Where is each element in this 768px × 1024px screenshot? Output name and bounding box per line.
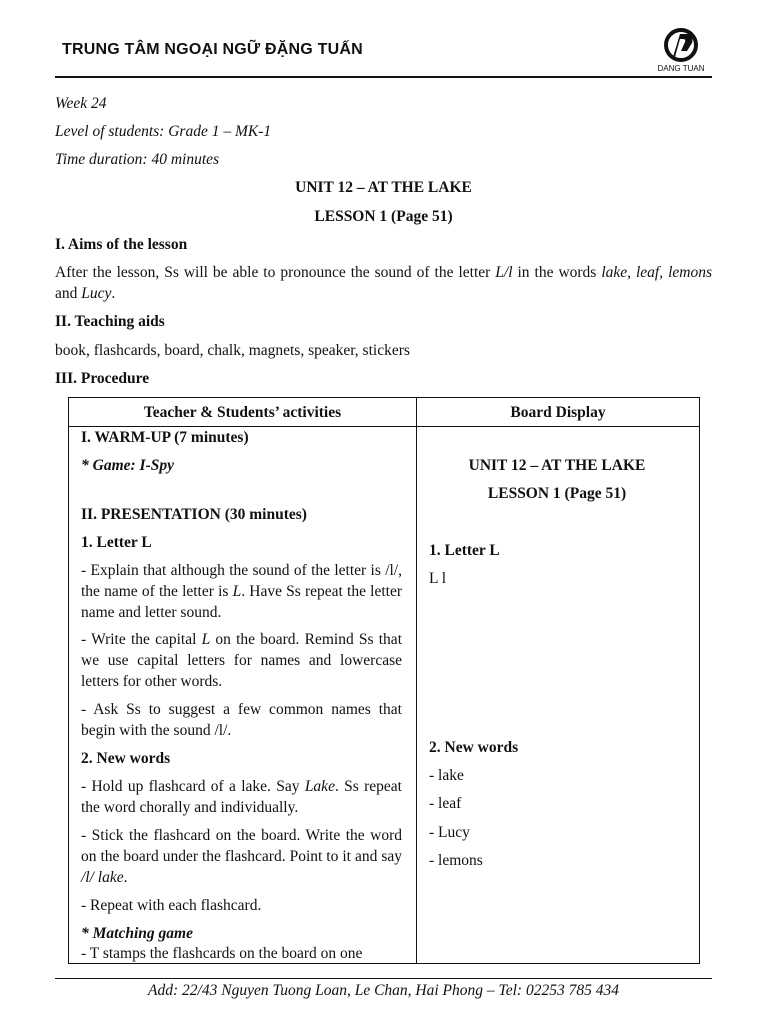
duration-line: Time duration: 40 minutes — [55, 151, 220, 168]
procedure-table — [68, 397, 700, 964]
dang-tuan-logo — [654, 27, 708, 73]
level-line: Level of students: Grade 1 – MK-1 — [55, 123, 272, 140]
week-line: Week 24 — [55, 95, 107, 112]
new-words-heading: 2. New words — [81, 750, 171, 767]
footer-address: Add: 22/43 Nguyen Tuong Loan, Le Chan, Hai Phong – Tel: 02253 785 434 — [148, 982, 619, 999]
center-name: TRUNG TÂM NGOẠI NGỮ ĐẶNG TUẤN — [62, 41, 363, 58]
board-new-words-heading: 2. New words — [429, 739, 519, 756]
footer-rule — [55, 978, 712, 979]
game-label: * Game: I-Spy — [81, 457, 174, 474]
board-word: - lemons — [429, 852, 483, 869]
activities-cell — [69, 427, 417, 964]
logo-text: DANG TUAN — [657, 64, 705, 73]
board-letter-display: L l — [429, 570, 447, 587]
board-lesson-title: LESSON 1 (Page 51) — [487, 485, 627, 502]
activity-repeat: - Repeat with each flashcard. — [81, 897, 262, 914]
letter-heading: 1. Letter L — [81, 534, 152, 551]
header-rule — [55, 76, 712, 78]
board-letter-heading: 1. Letter L — [429, 542, 500, 559]
aids-text: book, flashcards, board, chalk, magnets, speaker, stickers — [55, 342, 410, 359]
lesson-title: LESSON 1 (Page 51) — [314, 208, 453, 225]
presentation-heading: II. PRESENTATION (30 minutes) — [81, 506, 307, 523]
activity-write-capital: - Write the capital L on the board. Remind Ss that we use capital letters for names and lowercase letters for other words. — [81, 631, 402, 690]
aims-text: After the lesson, Ss will be able to pronounce the sound of the letter L/l in the words lake, leaf, lemons and Lucy. — [55, 264, 713, 302]
activity-suggest-names: - Ask Ss to suggest a few common names that begin with the sound /l/. — [81, 701, 402, 739]
board-display-cell — [417, 427, 700, 964]
aims-heading: I. Aims of the lesson — [55, 236, 188, 253]
board-word: - leaf — [429, 795, 462, 812]
activity-explain: - Explain that although the sound of the letter is /l/, the name of the letter is L. Have Ss repeat the letter name and letter sound. — [81, 562, 402, 621]
column-header-activities: Teacher & Students’ activities — [69, 398, 417, 427]
warmup-heading: I. WARM-UP (7 minutes) — [81, 429, 249, 446]
unit-title: UNIT 12 – AT THE LAKE — [295, 179, 472, 196]
column-header-board: Board Display — [417, 398, 700, 427]
activity-hold-flashcard: - Hold up flashcard of a lake. Say Lake. Ss repeat the word chorally and individually. — [81, 778, 402, 816]
procedure-heading: III. Procedure — [55, 370, 150, 387]
activity-stamps: - T stamps the flashcards on the board on one — [81, 945, 363, 962]
matching-game-label: * Matching game — [81, 925, 193, 942]
board-unit-title: UNIT 12 – AT THE LAKE — [468, 457, 646, 474]
board-word: - lake — [429, 767, 464, 784]
aids-heading: II. Teaching aids — [55, 313, 165, 330]
activity-stick-flashcard: - Stick the flashcard on the board. Write the word on the board under the flashcard. Point to it and say /l/ lake. — [81, 827, 402, 886]
logo-mark-icon — [654, 27, 708, 73]
board-word: - Lucy — [429, 824, 470, 841]
